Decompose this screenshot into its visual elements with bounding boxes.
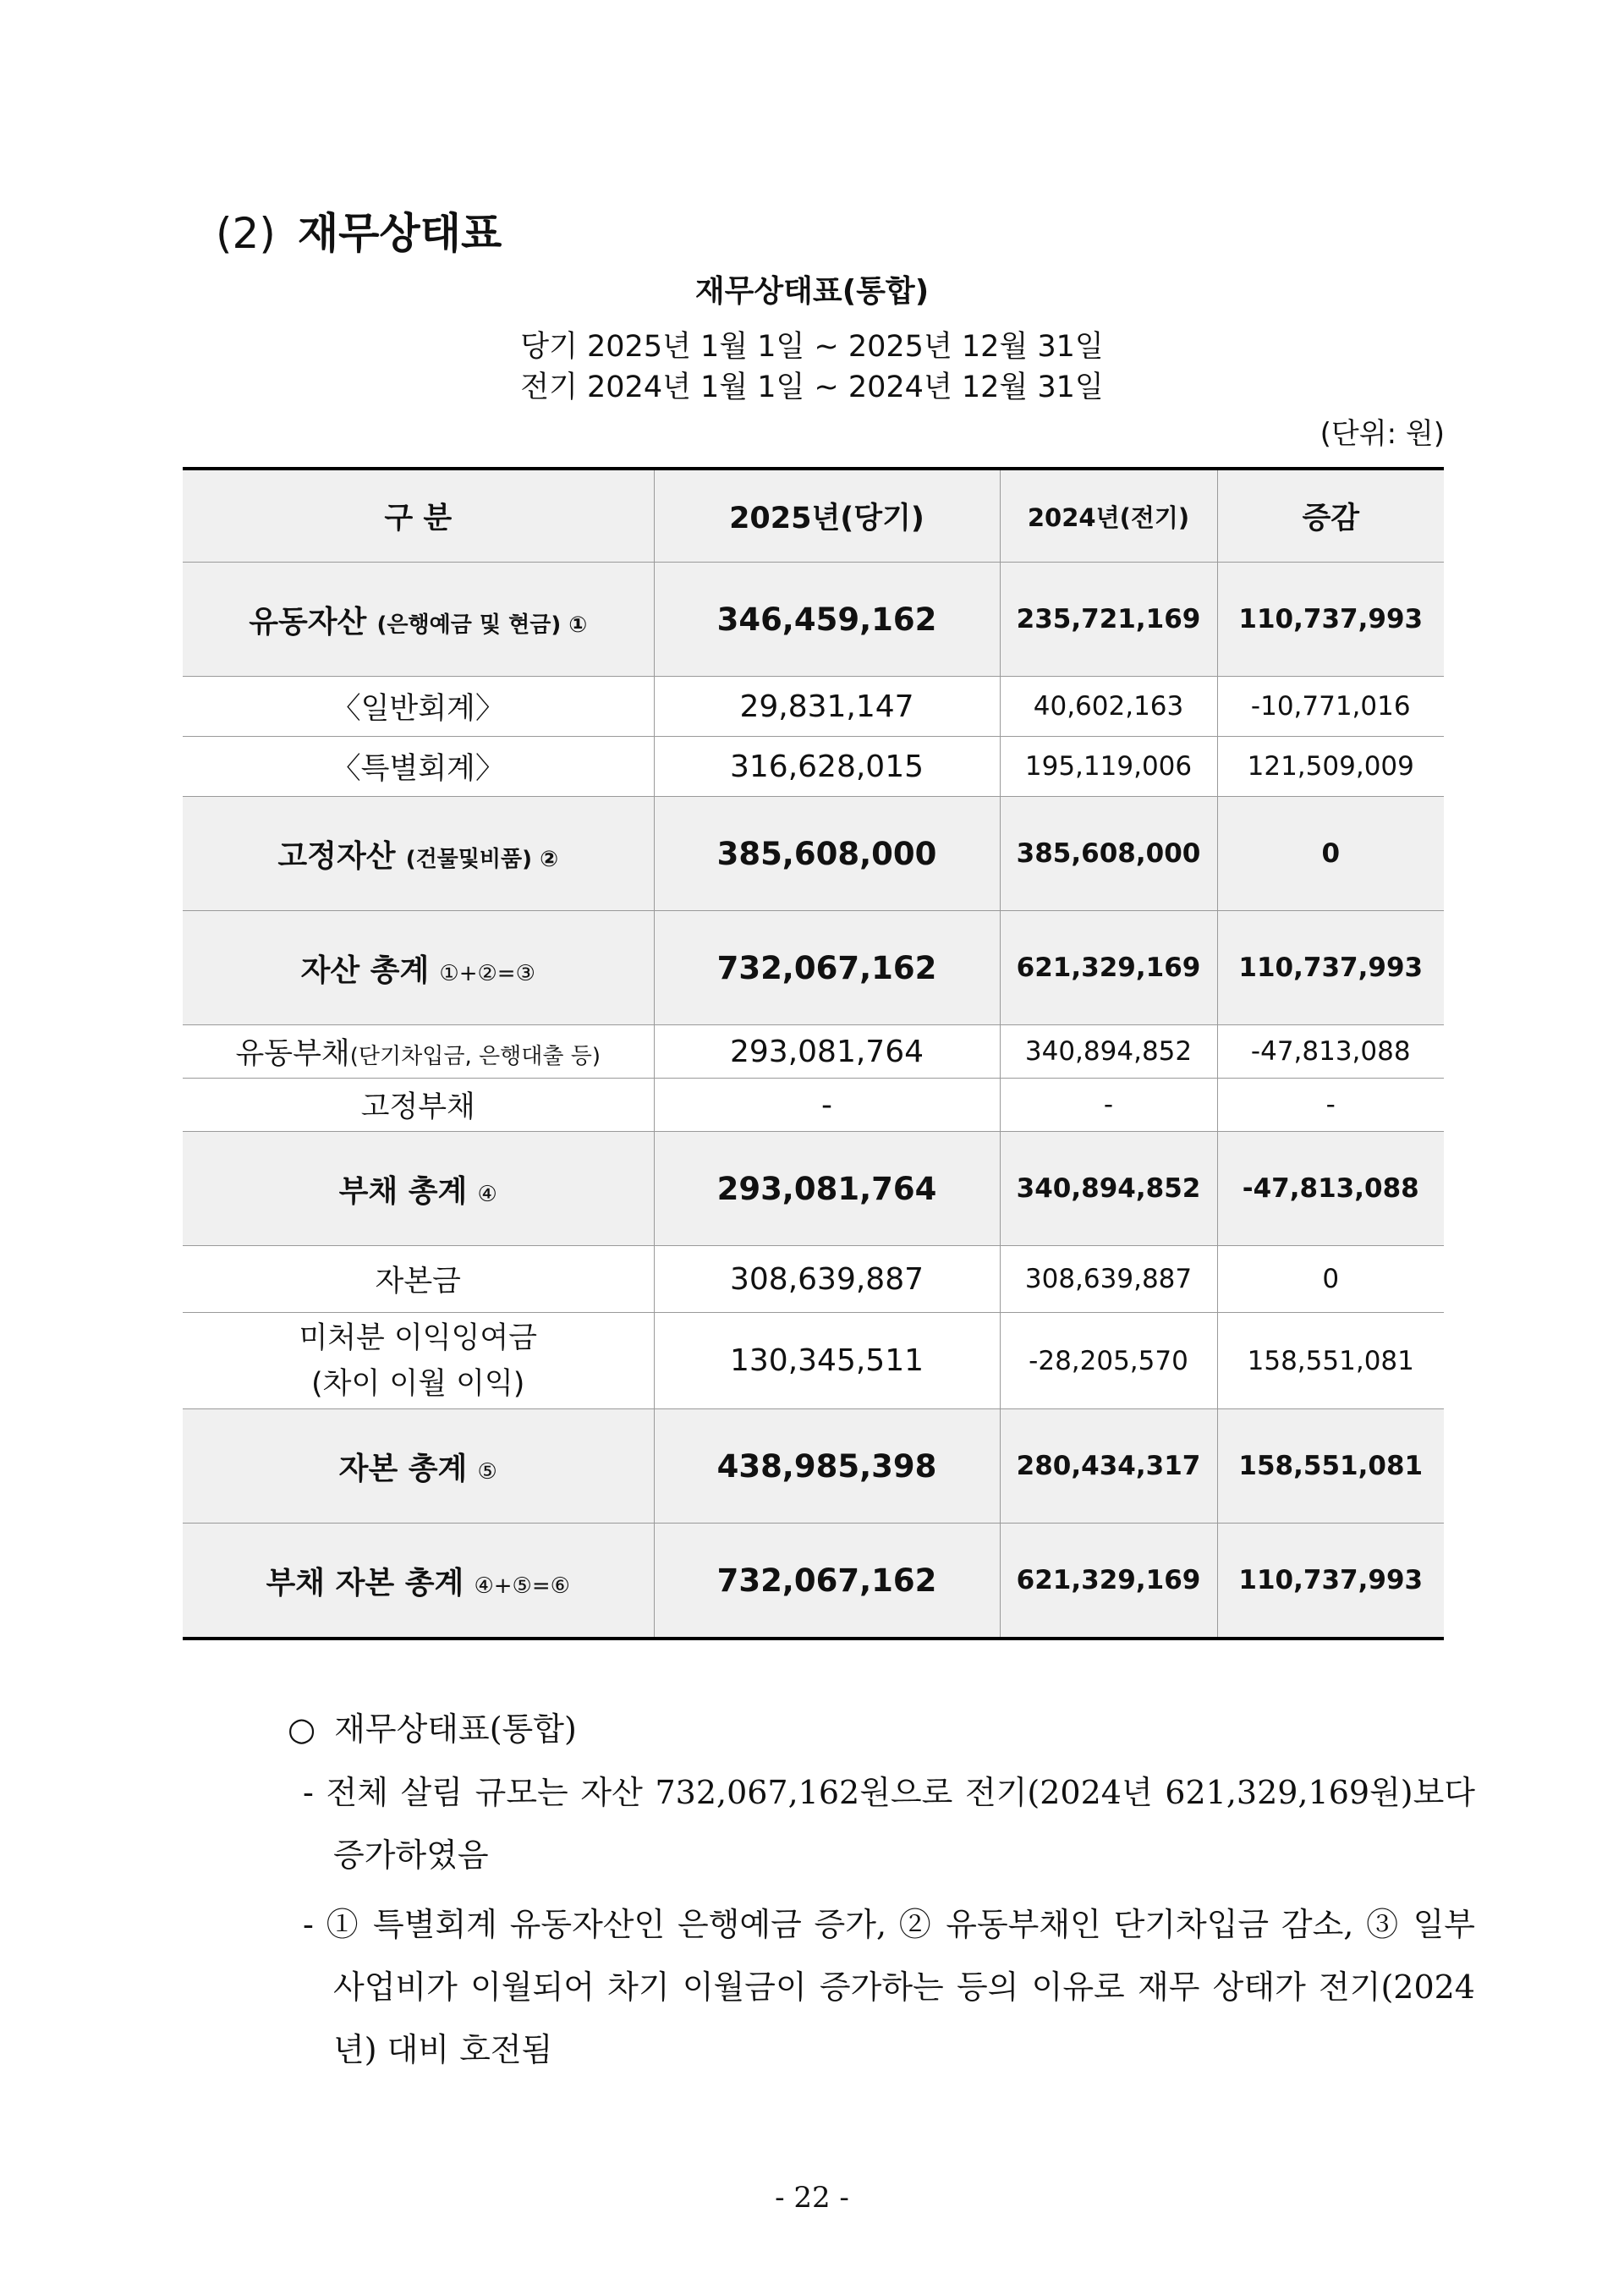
document-title: 재무상태표(통합) bbox=[694, 274, 930, 309]
page-number: - 22 - bbox=[775, 2181, 849, 2215]
total-assets-label: 자산 총계 bbox=[300, 953, 430, 988]
general-account-change: -10,771,016 bbox=[1217, 677, 1444, 737]
total-equity-note: ⑤ bbox=[477, 1458, 497, 1485]
table-row bbox=[183, 1409, 1444, 1524]
table-row bbox=[183, 1132, 1444, 1246]
total-liabilities-previous: 340,894,852 bbox=[1000, 1132, 1217, 1246]
retained-earnings-label-1: 미처분 이익잉여금 bbox=[299, 1320, 538, 1355]
header-previous: 2024년(전기) bbox=[1000, 469, 1217, 563]
current-assets-note: (은행예금 및 현금) ① bbox=[376, 612, 588, 638]
row-label bbox=[183, 911, 654, 1025]
section-number: (2) bbox=[216, 209, 276, 258]
current-assets-current: 346,459,162 bbox=[654, 563, 1000, 677]
retained-earnings-change: 158,551,081 bbox=[1217, 1313, 1444, 1409]
retained-earnings-label-2: (차이 이월 이익) bbox=[311, 1366, 525, 1401]
row-label bbox=[183, 1025, 654, 1079]
circle-bullet-icon: ○ bbox=[288, 1710, 316, 1748]
fixed-assets-previous: 385,608,000 bbox=[1000, 797, 1217, 911]
current-liabilities-note: (단기차입금, 은행대출 등) bbox=[349, 1044, 601, 1069]
section-title-text: 재무상태표 bbox=[297, 209, 502, 258]
special-account-label: 〈특별회계〉 bbox=[183, 737, 654, 797]
total-assets-current: 732,067,162 bbox=[654, 911, 1000, 1025]
total-liabilities-label: 부채 총계 bbox=[338, 1173, 468, 1209]
total-assets-previous: 621,329,169 bbox=[1000, 911, 1217, 1025]
table-header-row bbox=[183, 469, 1444, 563]
current-liabilities-current: 293,081,764 bbox=[654, 1025, 1000, 1079]
total-liab-equity-label: 부채 자본 총계 bbox=[266, 1565, 464, 1600]
general-account-previous: 40,602,163 bbox=[1000, 677, 1217, 737]
general-account-label: 〈일반회계〉 bbox=[183, 677, 654, 737]
row-label bbox=[183, 1524, 654, 1639]
summary-heading-text: 재무상태표(통합) bbox=[334, 1710, 577, 1748]
retained-earnings-current: 130,345,511 bbox=[654, 1313, 1000, 1409]
fixed-assets-note: (건물및비품) ② bbox=[405, 846, 559, 872]
total-equity-current: 438,985,398 bbox=[654, 1409, 1000, 1524]
table-row bbox=[183, 563, 1444, 677]
header-change: 증감 bbox=[1217, 469, 1444, 563]
capital-label: 자본금 bbox=[183, 1246, 654, 1313]
row-label bbox=[183, 563, 654, 677]
header-category: 구 분 bbox=[183, 469, 654, 563]
total-assets-note: ①+②=③ bbox=[439, 960, 535, 986]
balance-sheet-table bbox=[183, 467, 1444, 1640]
total-liabilities-change: -47,813,088 bbox=[1217, 1132, 1444, 1246]
table-row bbox=[183, 1025, 1444, 1079]
total-liab-equity-note: ④+⑤=⑥ bbox=[474, 1573, 570, 1599]
period-current: 당기 2025년 1월 1일 ~ 2025년 12월 31일 bbox=[520, 330, 1104, 364]
table-row bbox=[183, 737, 1444, 797]
row-label bbox=[183, 1313, 654, 1409]
unit-label: (단위: 원) bbox=[1320, 417, 1445, 451]
total-liabilities-current: 293,081,764 bbox=[654, 1132, 1000, 1246]
summary-item-1: - 전체 살림 규모는 자산 732,067,162원으로 전기(2024년 621,329,169원)보다 증가하였음 bbox=[303, 1774, 1475, 1874]
current-liabilities-label: 유동부채 bbox=[235, 1037, 350, 1071]
current-liabilities-previous: 340,894,852 bbox=[1000, 1025, 1217, 1079]
fixed-liabilities-current: - bbox=[654, 1079, 1000, 1132]
special-account-change: 121,509,009 bbox=[1217, 737, 1444, 797]
retained-earnings-previous: -28,205,570 bbox=[1000, 1313, 1217, 1409]
table-row bbox=[183, 1313, 1444, 1409]
total-equity-change: 158,551,081 bbox=[1217, 1409, 1444, 1524]
table-row bbox=[183, 911, 1444, 1025]
current-assets-change: 110,737,993 bbox=[1217, 563, 1444, 677]
row-label bbox=[183, 1409, 654, 1524]
total-liabilities-note: ④ bbox=[477, 1181, 497, 1207]
special-account-current: 316,628,015 bbox=[654, 737, 1000, 797]
total-assets-change: 110,737,993 bbox=[1217, 911, 1444, 1025]
total-liab-equity-previous: 621,329,169 bbox=[1000, 1524, 1217, 1639]
table-row bbox=[183, 1524, 1444, 1639]
total-liab-equity-current: 732,067,162 bbox=[654, 1524, 1000, 1639]
capital-previous: 308,639,887 bbox=[1000, 1246, 1217, 1313]
table-row bbox=[183, 797, 1444, 911]
summary-item-2: - ① 특별회계 유동자산인 은행예금 증가, ② 유동부채인 단기차입금 감소, ③ 일부 사업비가 이월되어 차기 이월금이 증가하는 등의 이유로 재무 상태가 전기(2024년) 대비 호전됨 bbox=[303, 1906, 1475, 2068]
period-previous: 전기 2024년 1월 1일 ~ 2024년 12월 31일 bbox=[520, 371, 1104, 404]
capital-change: 0 bbox=[1217, 1246, 1444, 1313]
fixed-assets-current: 385,608,000 bbox=[654, 797, 1000, 911]
special-account-previous: 195,119,006 bbox=[1000, 737, 1217, 797]
total-equity-label: 자본 총계 bbox=[338, 1451, 468, 1486]
current-liabilities-change: -47,813,088 bbox=[1217, 1025, 1444, 1079]
fixed-liabilities-previous: - bbox=[1000, 1079, 1217, 1132]
total-equity-previous: 280,434,317 bbox=[1000, 1409, 1217, 1524]
total-liab-equity-change: 110,737,993 bbox=[1217, 1524, 1444, 1639]
general-account-current: 29,831,147 bbox=[654, 677, 1000, 737]
summary-heading bbox=[288, 1703, 1445, 1749]
table-row bbox=[183, 677, 1444, 737]
row-label bbox=[183, 1132, 654, 1246]
table-row bbox=[183, 1079, 1444, 1132]
current-assets-label: 유동자산 bbox=[249, 604, 367, 640]
section-title bbox=[216, 200, 502, 261]
fixed-liabilities-change: - bbox=[1217, 1079, 1444, 1132]
current-assets-previous: 235,721,169 bbox=[1000, 563, 1217, 677]
fixed-assets-label: 고정자산 bbox=[277, 838, 396, 874]
fixed-liabilities-label: 고정부채 bbox=[183, 1079, 654, 1132]
capital-current: 308,639,887 bbox=[654, 1246, 1000, 1313]
table-row bbox=[183, 1246, 1444, 1313]
row-label bbox=[183, 797, 654, 911]
header-current: 2025년(당기) bbox=[654, 469, 1000, 563]
fixed-assets-change: 0 bbox=[1217, 797, 1444, 911]
